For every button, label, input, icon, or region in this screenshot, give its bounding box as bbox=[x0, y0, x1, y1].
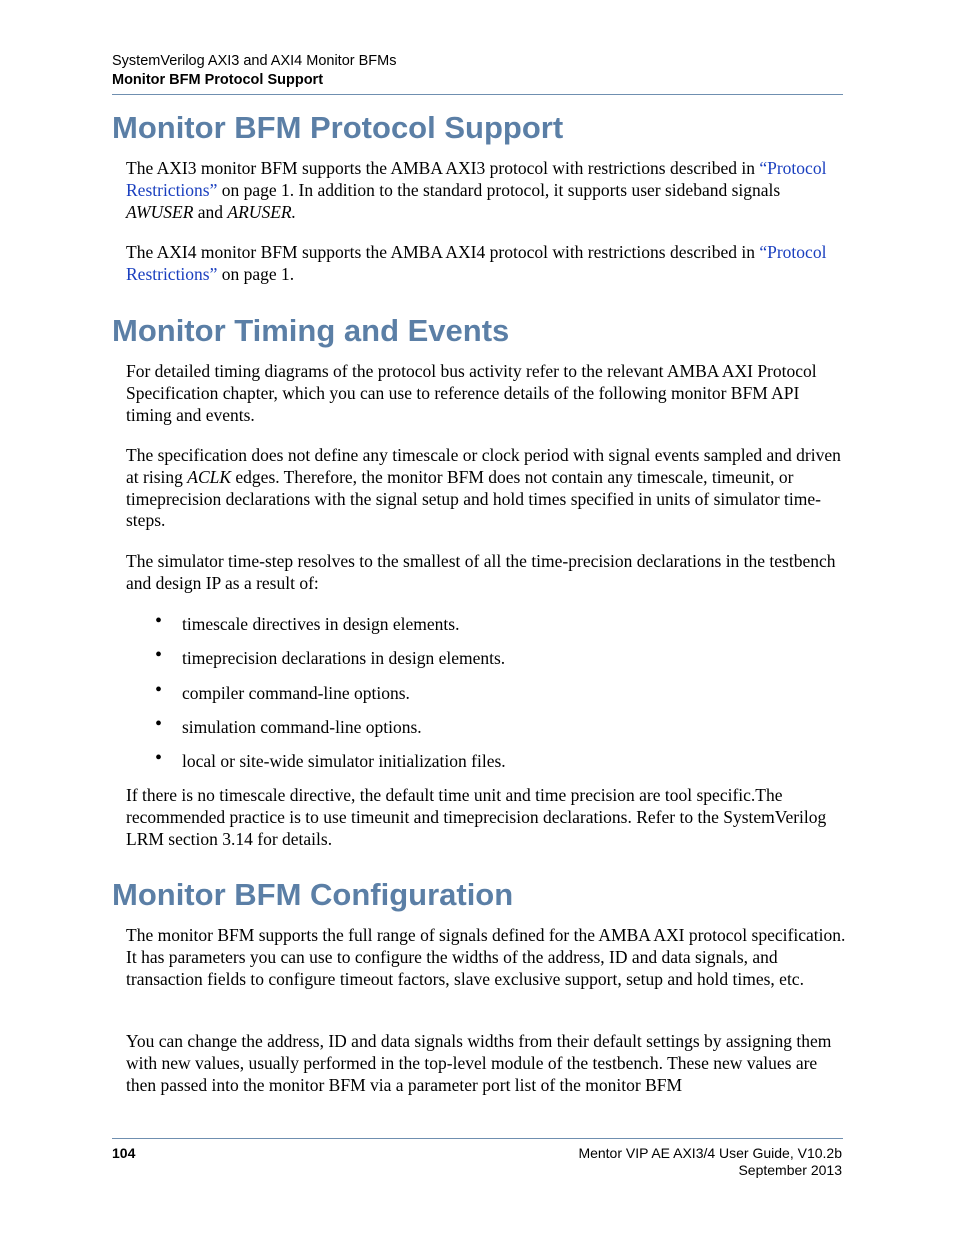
section-heading-configuration: Monitor BFM Configuration bbox=[112, 877, 514, 912]
footer-document-info bbox=[578, 1145, 842, 1179]
section-heading-protocol-support: Monitor BFM Protocol Support bbox=[112, 110, 564, 145]
footer-date: September 2013 bbox=[738, 1162, 842, 1178]
paragraph-signal-range: The monitor BFM supports the full range of signals defined for the AMBA AXI protocol specification. It has parameters you can use to configure the widths of the address, ID and data signals, and transaction fields to configure timeout factors, slave exclusive support, setup and hold times, etc. bbox=[126, 925, 846, 989]
paragraph-text: The AXI4 monitor BFM supports the AMBA AXI4 protocol with restrictions described in bbox=[126, 242, 760, 262]
signal-name-awuser: AWUSER bbox=[126, 201, 194, 222]
paragraph-text: The specification does not define any timescale or clock period with signal events sampled and driven at rising bbox=[126, 445, 841, 487]
paragraph-time-step: The simulator time-step resolves to the smallest of all the time-precision declarations in the testbench and design IP as a result of: bbox=[126, 551, 836, 593]
paragraph-text: and bbox=[193, 201, 228, 222]
signal-name-aclk: ACLK bbox=[187, 466, 232, 487]
paragraph-axi4-support bbox=[126, 242, 846, 286]
running-header bbox=[112, 52, 842, 90]
footer-divider bbox=[112, 1138, 843, 1139]
paragraph-default-timescale: If there is no timescale directive, the default time unit and time precision are tool specific.The recommended practice is to use timeunit and timeprecision declarations. Refer to the SystemVerilog LRM section 3.14 for details. bbox=[126, 785, 827, 849]
signal-name-aruser: ARUSER. bbox=[227, 201, 296, 222]
paragraph-timescale bbox=[126, 445, 846, 532]
header-chapter-title: SystemVerilog AXI3 and AXI4 Monitor BFMs bbox=[112, 53, 397, 69]
paragraph-text: The AXI3 monitor BFM supports the AMBA AXI3 protocol with restrictions described in bbox=[126, 158, 760, 178]
list-item-text: timeprecision declarations in design elements. bbox=[182, 648, 506, 668]
bullet-icon: • bbox=[155, 679, 163, 701]
bullet-icon: • bbox=[155, 644, 163, 666]
list-item-text: timescale directives in design elements. bbox=[182, 614, 460, 634]
list-item-text: simulation command-line options. bbox=[182, 717, 422, 737]
paragraph-change-widths: You can change the address, ID and data signals widths from their default settings by assigning them with new values, usually performed in the top-level module of the testbench. These new values are then passed into the monitor BFM via a parameter port list of the monitor BFM bbox=[126, 1031, 832, 1095]
paragraph-text: on page 1. In addition to the standard protocol, it supports user sideband signals bbox=[217, 179, 781, 200]
page-number: 104 bbox=[112, 1145, 136, 1161]
bullet-icon: • bbox=[155, 713, 163, 735]
bullet-icon: • bbox=[155, 747, 163, 769]
paragraph-timing-diagrams: For detailed timing diagrams of the protocol bus activity refer to the relevant AMBA AXI Protocol Specification chapter, which you can use to reference details of the following monitor BFM API timing and events. bbox=[126, 361, 817, 425]
header-section-title: Monitor BFM Protocol Support bbox=[112, 72, 324, 88]
list-item-text: local or site-wide simulator initialization files. bbox=[182, 751, 506, 771]
paragraph-axi3-support bbox=[126, 158, 846, 223]
bullet-icon: • bbox=[155, 610, 163, 632]
footer-doc-title: Mentor VIP AE AXI3/4 User Guide, V10.2b bbox=[578, 1145, 842, 1161]
header-divider bbox=[112, 94, 843, 95]
protocol-restrictions-link[interactable]: “Protocol Restrictions” bbox=[126, 158, 827, 200]
paragraph-text: edges. Therefore, the monitor BFM does not contain any timescale, timeunit, or timeprecision declarations with the signal setup and hold times specified in units of simulator time-steps. bbox=[126, 466, 821, 531]
paragraph-text: on page 1. bbox=[217, 263, 295, 284]
protocol-restrictions-link[interactable]: “Protocol Restrictions” bbox=[126, 242, 827, 284]
list-item-text: compiler command-line options. bbox=[182, 683, 410, 703]
section-heading-timing-events: Monitor Timing and Events bbox=[112, 313, 510, 348]
